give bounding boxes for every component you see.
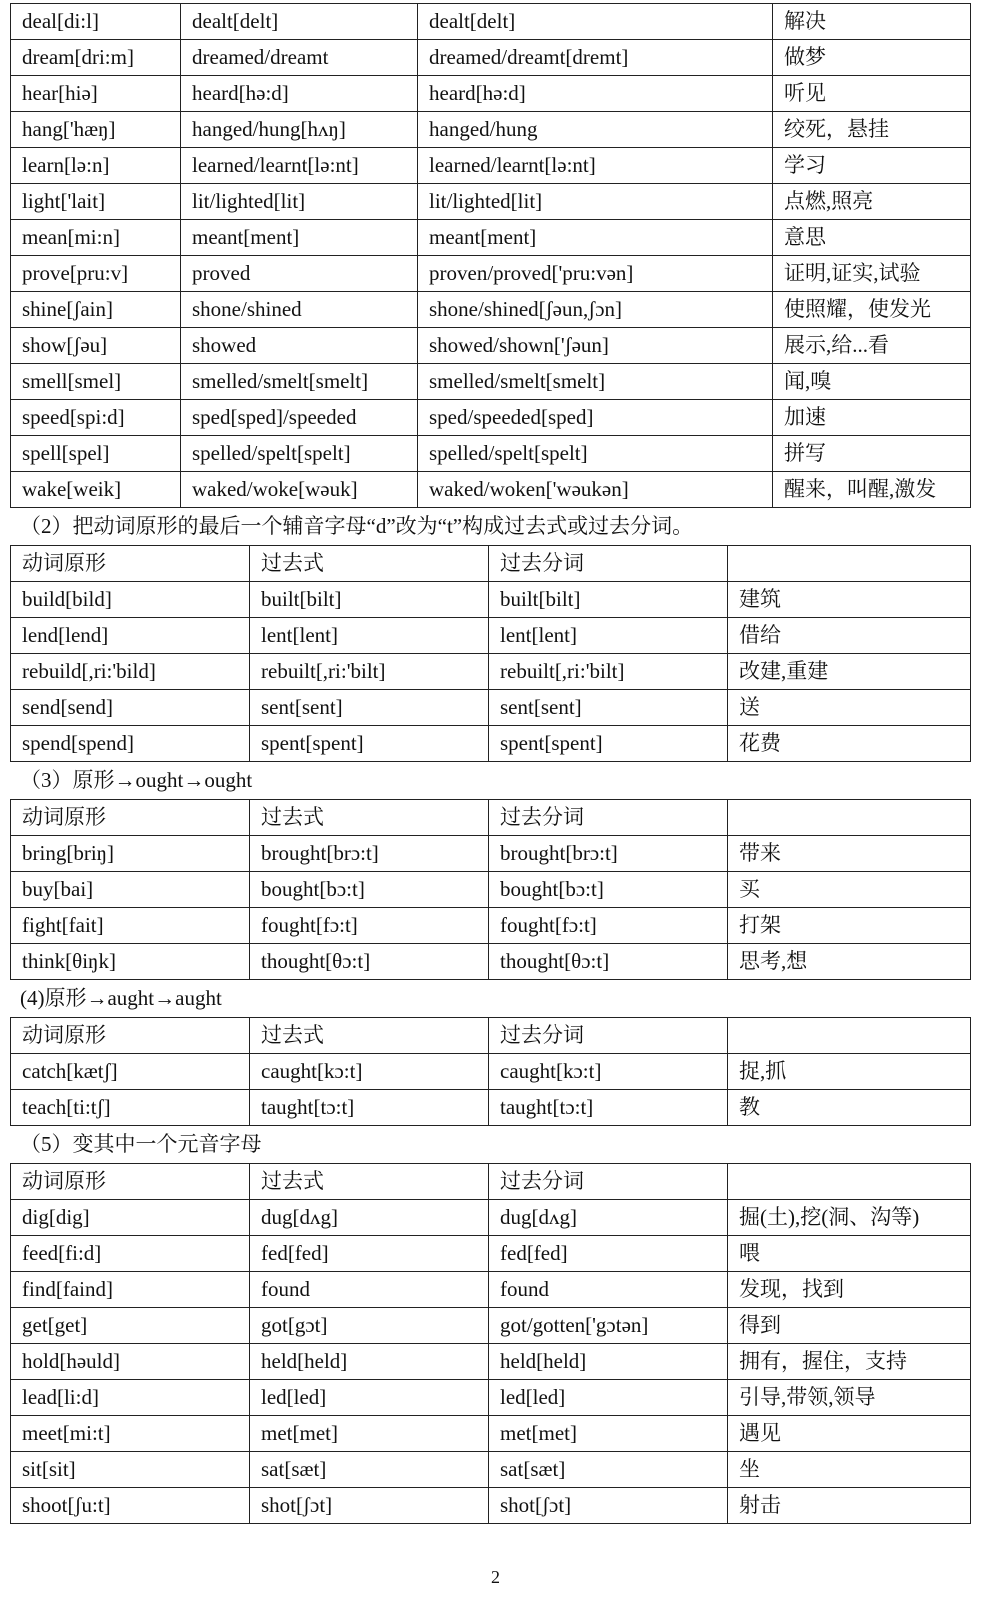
header-past-participle-cell: 过去分词 (489, 1164, 728, 1200)
base-form-cell: shoot[ʃu:t] (11, 1488, 250, 1524)
past-tense-cell: spelled/spelt[spelt] (181, 436, 418, 472)
table-row (11, 944, 971, 980)
meaning-cell: 展示,给...看 (773, 328, 971, 364)
table-row (11, 726, 971, 762)
past-participle-cell: sent[sent] (489, 690, 728, 726)
meaning-cell: 发现，找到 (728, 1272, 971, 1308)
verb-table-5-body (11, 1164, 971, 1524)
table-row (11, 220, 971, 256)
meaning-cell: 拼写 (773, 436, 971, 472)
header-meaning-cell (728, 1164, 971, 1200)
meaning-cell: 射击 (728, 1488, 971, 1524)
verb-table-2 (10, 545, 971, 762)
past-tense-cell: sat[sæt] (250, 1452, 489, 1488)
meaning-cell: 送 (728, 690, 971, 726)
header-base-form-cell: 动词原形 (11, 1018, 250, 1054)
header-past-tense-cell: 过去式 (250, 546, 489, 582)
base-form-cell: bring[briŋ] (11, 836, 250, 872)
past-participle-cell: bought[bɔ:t] (489, 872, 728, 908)
past-tense-cell: bought[bɔ:t] (250, 872, 489, 908)
meaning-cell: 使照耀，使发光 (773, 292, 971, 328)
verb-table-4-body (11, 1018, 971, 1126)
past-tense-cell: taught[tɔ:t] (250, 1090, 489, 1126)
meaning-cell: 醒来，叫醒,激发 (773, 472, 971, 508)
verb-table-1-body (11, 4, 971, 508)
past-tense-cell: shone/shined (181, 292, 418, 328)
past-tense-cell: spent[spent] (250, 726, 489, 762)
past-participle-cell: smelled/smelt[smelt] (418, 364, 773, 400)
past-participle-cell: built[bilt] (489, 582, 728, 618)
past-participle-cell: met[met] (489, 1416, 728, 1452)
meaning-cell: 思考,想 (728, 944, 971, 980)
meaning-cell: 捉,抓 (728, 1054, 971, 1090)
base-form-cell: send[send] (11, 690, 250, 726)
base-form-cell: hold[həuld] (11, 1344, 250, 1380)
past-participle-cell: proven/proved['pru:vən] (418, 256, 773, 292)
meaning-cell: 花费 (728, 726, 971, 762)
table-header-row (11, 546, 971, 582)
past-tense-cell: waked/woke[wəuk] (181, 472, 418, 508)
meaning-cell: 打架 (728, 908, 971, 944)
past-participle-cell: taught[tɔ:t] (489, 1090, 728, 1126)
base-form-cell: rebuild[,ri:'bild] (11, 654, 250, 690)
header-base-form-cell: 动词原形 (11, 800, 250, 836)
past-participle-cell: learned/learnt[lə:nt] (418, 148, 773, 184)
past-tense-cell: meant[ment] (181, 220, 418, 256)
meaning-cell: 加速 (773, 400, 971, 436)
table-row (11, 184, 971, 220)
header-past-tense-cell: 过去式 (250, 1164, 489, 1200)
table-row (11, 256, 971, 292)
base-form-cell: mean[mi:n] (11, 220, 181, 256)
past-tense-cell: sped[sped]/speeded (181, 400, 418, 436)
meaning-cell: 闻,嗅 (773, 364, 971, 400)
header-past-participle-cell: 过去分词 (489, 1018, 728, 1054)
past-participle-cell: fed[fed] (489, 1236, 728, 1272)
table-row (11, 618, 971, 654)
past-tense-cell: lit/lighted[lit] (181, 184, 418, 220)
past-participle-cell: held[held] (489, 1344, 728, 1380)
meaning-cell: 得到 (728, 1308, 971, 1344)
past-participle-cell: shone/shined[ʃəun,ʃɔn] (418, 292, 773, 328)
past-tense-cell: lent[lent] (250, 618, 489, 654)
meaning-cell: 拥有，握住，支持 (728, 1344, 971, 1380)
table-row (11, 1272, 971, 1308)
base-form-cell: teach[ti:tʃ] (11, 1090, 250, 1126)
past-tense-cell: built[bilt] (250, 582, 489, 618)
past-participle-cell: showed/shown['ʃəun] (418, 328, 773, 364)
table-row (11, 1090, 971, 1126)
base-form-cell: smell[smel] (11, 364, 181, 400)
header-past-participle-cell: 过去分词 (489, 546, 728, 582)
base-form-cell: lead[li:d] (11, 1380, 250, 1416)
meaning-cell: 解决 (773, 4, 971, 40)
meaning-cell: 遇见 (728, 1416, 971, 1452)
table-row (11, 1054, 971, 1090)
past-tense-cell: hanged/hung[hʌŋ] (181, 112, 418, 148)
past-participle-cell: fought[fɔ:t] (489, 908, 728, 944)
section-5-heading: （5）变其中一个元音字母 (20, 1132, 262, 1156)
meaning-cell: 买 (728, 872, 971, 908)
base-form-cell: fight[fait] (11, 908, 250, 944)
table-row (11, 1488, 971, 1524)
table-row (11, 40, 971, 76)
table-header-row (11, 1164, 971, 1200)
past-participle-cell: brought[brɔ:t] (489, 836, 728, 872)
past-tense-cell: rebuilt[,ri:'bilt] (250, 654, 489, 690)
past-participle-cell: heard[hə:d] (418, 76, 773, 112)
meaning-cell: 带来 (728, 836, 971, 872)
meaning-cell: 绞死，悬挂 (773, 112, 971, 148)
table-row (11, 836, 971, 872)
table-row (11, 292, 971, 328)
page-number: 2 (491, 1567, 500, 1587)
base-form-cell: meet[mi:t] (11, 1416, 250, 1452)
past-participle-cell: found (489, 1272, 728, 1308)
base-form-cell: dig[dig] (11, 1200, 250, 1236)
verb-table-2-body (11, 546, 971, 762)
base-form-cell: wake[weik] (11, 472, 181, 508)
table-row (11, 364, 971, 400)
table-row (11, 112, 971, 148)
document-page (10, 3, 980, 1524)
meaning-cell: 建筑 (728, 582, 971, 618)
meaning-cell: 意思 (773, 220, 971, 256)
header-meaning-cell (728, 546, 971, 582)
past-tense-cell: led[led] (250, 1380, 489, 1416)
meaning-cell: 学习 (773, 148, 971, 184)
table-row (11, 582, 971, 618)
table-row (11, 400, 971, 436)
base-form-cell: buy[bai] (11, 872, 250, 908)
base-form-cell: build[bild] (11, 582, 250, 618)
past-tense-cell: found (250, 1272, 489, 1308)
past-participle-cell: hanged/hung (418, 112, 773, 148)
past-participle-cell: spelled/spelt[spelt] (418, 436, 773, 472)
meaning-cell: 坐 (728, 1452, 971, 1488)
verb-table-3-body (11, 800, 971, 980)
meaning-cell: 掘(土),挖(洞、沟等) (728, 1200, 971, 1236)
meaning-cell: 借给 (728, 618, 971, 654)
table-row (11, 472, 971, 508)
base-form-cell: speed[spi:d] (11, 400, 181, 436)
past-participle-cell: spent[spent] (489, 726, 728, 762)
past-participle-cell: got/gotten['gɔtən] (489, 1308, 728, 1344)
past-tense-cell: heard[hə:d] (181, 76, 418, 112)
table-row (11, 1452, 971, 1488)
table-row (11, 148, 971, 184)
past-tense-cell: got[gɔt] (250, 1308, 489, 1344)
past-tense-cell: caught[kɔ:t] (250, 1054, 489, 1090)
past-participle-cell: dreamed/dreamt[dremt] (418, 40, 773, 76)
base-form-cell: sit[sit] (11, 1452, 250, 1488)
past-participle-cell: rebuilt[,ri:'bilt] (489, 654, 728, 690)
table-row (11, 1200, 971, 1236)
table-row (11, 908, 971, 944)
meaning-cell: 点燃,照亮 (773, 184, 971, 220)
past-participle-cell: dealt[delt] (418, 4, 773, 40)
table-row (11, 690, 971, 726)
past-tense-cell: showed (181, 328, 418, 364)
base-form-cell: light['lait] (11, 184, 181, 220)
meaning-cell: 改建,重建 (728, 654, 971, 690)
header-meaning-cell (728, 1018, 971, 1054)
past-tense-cell: thought[θɔ:t] (250, 944, 489, 980)
past-participle-cell: thought[θɔ:t] (489, 944, 728, 980)
past-tense-cell: proved (181, 256, 418, 292)
table-row (11, 1308, 971, 1344)
base-form-cell: find[faind] (11, 1272, 250, 1308)
header-base-form-cell: 动词原形 (11, 1164, 250, 1200)
base-form-cell: prove[pru:v] (11, 256, 181, 292)
header-base-form-cell: 动词原形 (11, 546, 250, 582)
base-form-cell: spend[spend] (11, 726, 250, 762)
past-tense-cell: dreamed/dreamt (181, 40, 418, 76)
base-form-cell: shine[ʃain] (11, 292, 181, 328)
meaning-cell: 听见 (773, 76, 971, 112)
meaning-cell: 做梦 (773, 40, 971, 76)
table-row (11, 1236, 971, 1272)
past-tense-cell: shot[ʃɔt] (250, 1488, 489, 1524)
past-participle-cell: sped/speeded[sped] (418, 400, 773, 436)
table-row (11, 4, 971, 40)
verb-table-5 (10, 1163, 971, 1524)
base-form-cell: think[θiŋk] (11, 944, 250, 980)
table-row (11, 1344, 971, 1380)
base-form-cell: deal[di:l] (11, 4, 181, 40)
verb-table-3 (10, 799, 971, 980)
base-form-cell: catch[kætʃ] (11, 1054, 250, 1090)
table-header-row (11, 800, 971, 836)
base-form-cell: feed[fi:d] (11, 1236, 250, 1272)
past-tense-cell: fought[fɔ:t] (250, 908, 489, 944)
section-3-heading: （3）原形→ought→ought (20, 768, 253, 792)
past-tense-cell: smelled/smelt[smelt] (181, 364, 418, 400)
past-tense-cell: fed[fed] (250, 1236, 489, 1272)
section-2-heading: （2）把动词原形的最后一个辅音字母“d”改为“t”构成过去式或过去分词。 (20, 514, 694, 538)
past-participle-cell: waked/woken['wəukən] (418, 472, 773, 508)
table-row (11, 76, 971, 112)
past-tense-cell: met[met] (250, 1416, 489, 1452)
header-past-tense-cell: 过去式 (250, 1018, 489, 1054)
past-tense-cell: sent[sent] (250, 690, 489, 726)
past-participle-cell: dug[dʌg] (489, 1200, 728, 1236)
section-4-heading: (4)原形→aught→aught (20, 986, 222, 1010)
meaning-cell: 证明,证实,试验 (773, 256, 971, 292)
past-participle-cell: lent[lent] (489, 618, 728, 654)
past-participle-cell: sat[sæt] (489, 1452, 728, 1488)
table-row (11, 1380, 971, 1416)
verb-table-4 (10, 1017, 971, 1126)
base-form-cell: spell[spel] (11, 436, 181, 472)
base-form-cell: get[get] (11, 1308, 250, 1344)
table-header-row (11, 1018, 971, 1054)
meaning-cell: 教 (728, 1090, 971, 1126)
meaning-cell: 引导,带领,领导 (728, 1380, 971, 1416)
past-tense-cell: dug[dʌg] (250, 1200, 489, 1236)
table-row (11, 654, 971, 690)
header-past-participle-cell: 过去分词 (489, 800, 728, 836)
base-form-cell: hear[hiə] (11, 76, 181, 112)
past-tense-cell: dealt[delt] (181, 4, 418, 40)
past-participle-cell: meant[ment] (418, 220, 773, 256)
base-form-cell: show[ʃəu] (11, 328, 181, 364)
base-form-cell: learn[lə:n] (11, 148, 181, 184)
past-participle-cell: shot[ʃɔt] (489, 1488, 728, 1524)
past-tense-cell: held[held] (250, 1344, 489, 1380)
past-participle-cell: lit/lighted[lit] (418, 184, 773, 220)
header-past-tense-cell: 过去式 (250, 800, 489, 836)
header-meaning-cell (728, 800, 971, 836)
past-tense-cell: brought[brɔ:t] (250, 836, 489, 872)
table-row (11, 872, 971, 908)
table-row (11, 1416, 971, 1452)
base-form-cell: lend[lend] (11, 618, 250, 654)
meaning-cell: 喂 (728, 1236, 971, 1272)
table-row (11, 328, 971, 364)
table-row (11, 436, 971, 472)
past-participle-cell: caught[kɔ:t] (489, 1054, 728, 1090)
verb-table-1 (10, 3, 971, 508)
past-tense-cell: learned/learnt[lə:nt] (181, 148, 418, 184)
past-participle-cell: led[led] (489, 1380, 728, 1416)
base-form-cell: dream[dri:m] (11, 40, 181, 76)
base-form-cell: hang['hæŋ] (11, 112, 181, 148)
